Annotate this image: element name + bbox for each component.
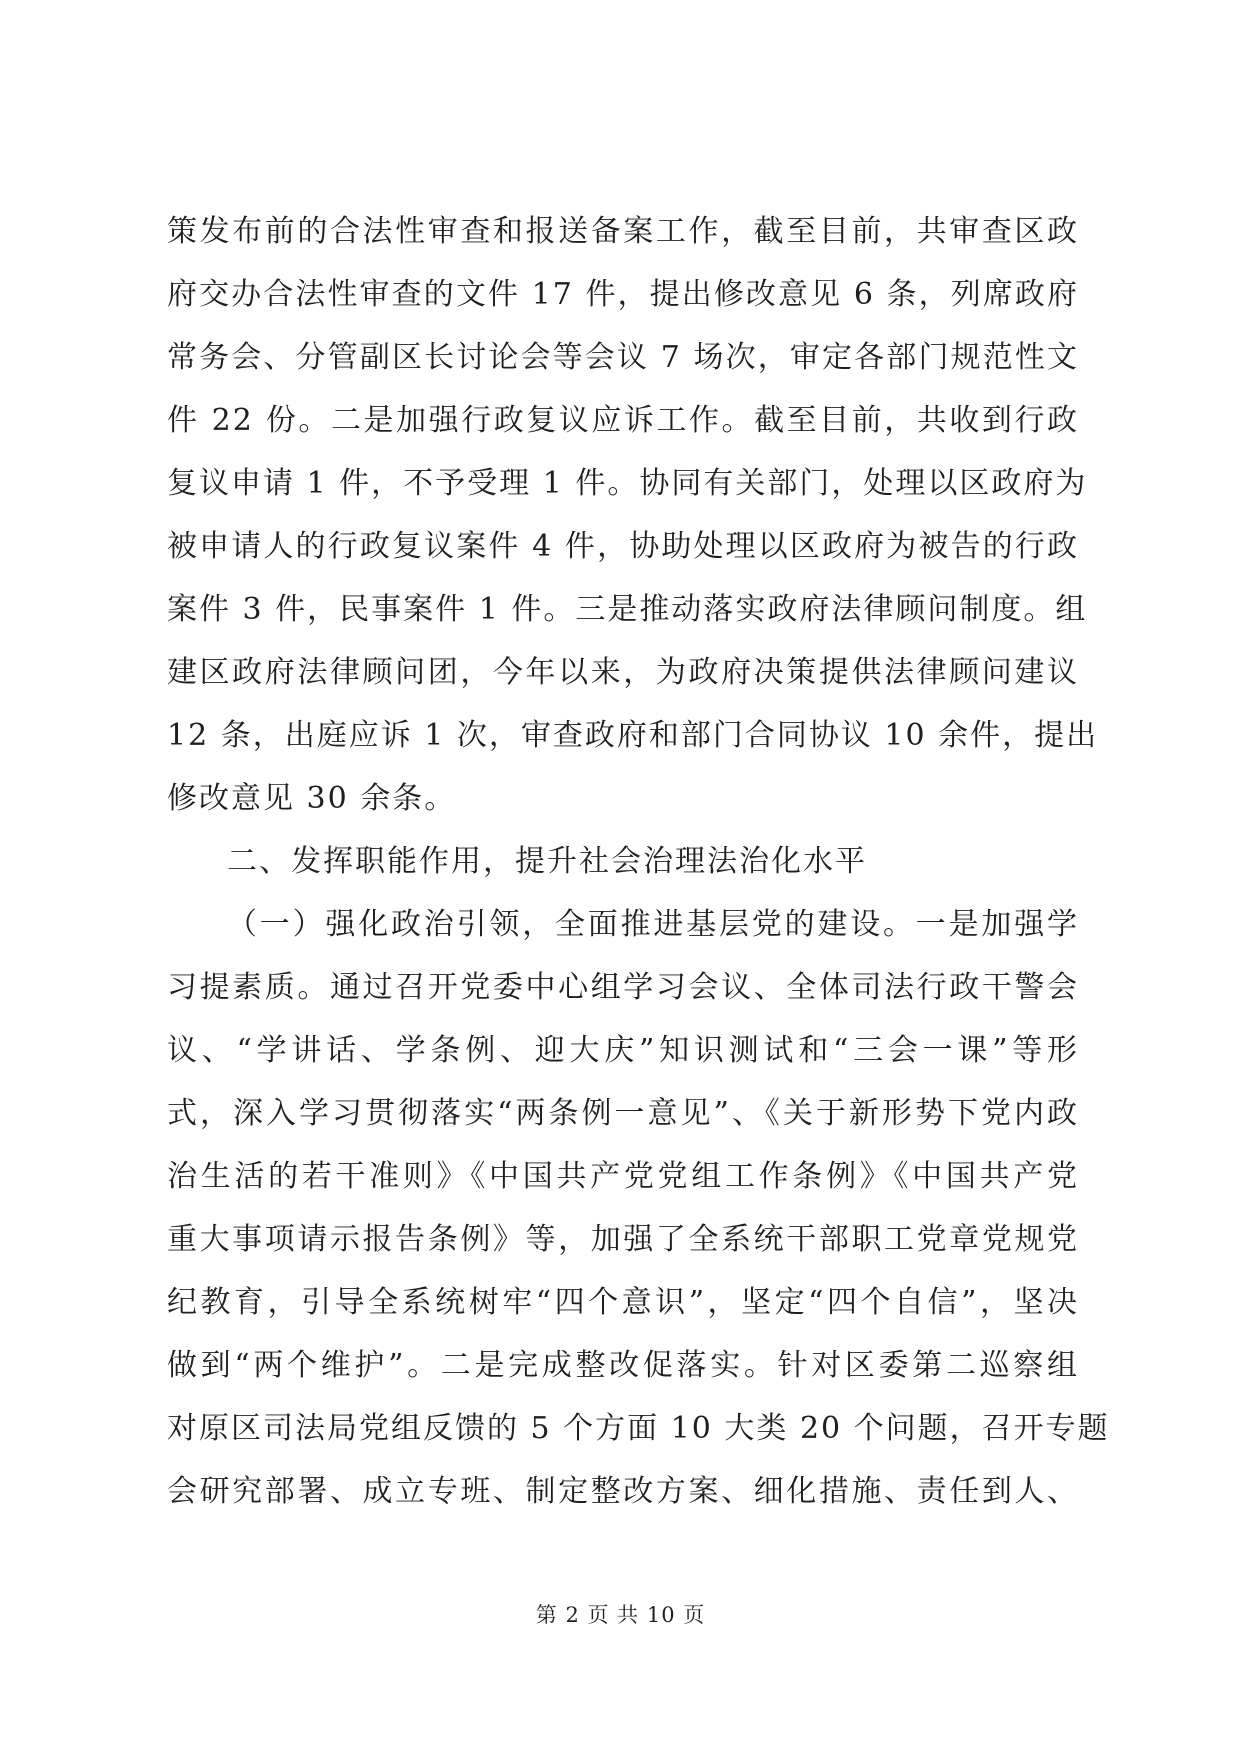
text-line: 重大事项请示报告条例》等，加强了全系统干部职工党章党规党 (167, 1222, 1079, 1257)
text-line: 纪教育，引导全系统树牢“四个意识”，坚定“四个自信”，坚决 (167, 1285, 1079, 1320)
text-line: 建区政府法律顾问团，今年以来，为政府决策提供法律顾问建议 (167, 655, 1079, 690)
text-line: 常务会、分管副区长讨论会等会议 7 场次，审定各部门规范性文 (167, 340, 1079, 375)
text-line: 做到“两个维护”。二是完成整改促落实。针对区委第二巡察组 (167, 1348, 1079, 1383)
page-number: 第 2 页 共 10 页 (535, 1603, 706, 1627)
text-line: 式，深入学习贯彻落实“两条例一意见”、《关于新形势下党内政 (167, 1096, 1079, 1131)
document-body (167, 200, 1110, 1523)
text-line: （一）强化政治引领，全面推进基层党的建设。一是加强学 (227, 907, 1079, 942)
text-line: 复议申请 1 件，不予受理 1 件。协同有关部门，处理以区政府为 (167, 466, 1088, 501)
text-line: 习提素质。通过召开党委中心组学习会议、全体司法行政干警会 (167, 970, 1079, 1005)
text-line: 修改意见 30 余条。 (167, 781, 457, 816)
text-line: 被申请人的行政复议案件 4 件，协助处理以区政府为被告的行政 (167, 529, 1079, 564)
text-line: 12 条，出庭应诉 1 次，审查政府和部门合同协议 10 余件，提出 (167, 718, 1099, 753)
text-line: 治生活的若干准则》《中国共产党党组工作条例》《中国共产党 (167, 1159, 1079, 1194)
text-line: 会研究部署、成立专班、制定整改方案、细化措施、责任到人、 (167, 1474, 1079, 1509)
text-line: 策发布前的合法性审查和报送备案工作，截至目前，共审查区政 (167, 214, 1079, 249)
text-line: 案件 3 件，民事案件 1 件。三是推动落实政府法律顾问制度。组 (167, 592, 1088, 627)
text-line: 议、“学讲话、学条例、迎大庆”知识测试和“三会一课”等形 (167, 1033, 1079, 1068)
text-line: 件 22 份。二是加强行政复议应诉工作。截至目前，共收到行政 (167, 403, 1079, 438)
section-heading: 二、发挥职能作用，提升社会治理法治化水平 (227, 844, 867, 879)
text-line: 府交办合法性审查的文件 17 件，提出修改意见 6 条，列席政府 (167, 277, 1079, 312)
text-line: 对原区司法局党组反馈的 5 个方面 10 大类 20 个问题，召开专题 (167, 1411, 1110, 1446)
